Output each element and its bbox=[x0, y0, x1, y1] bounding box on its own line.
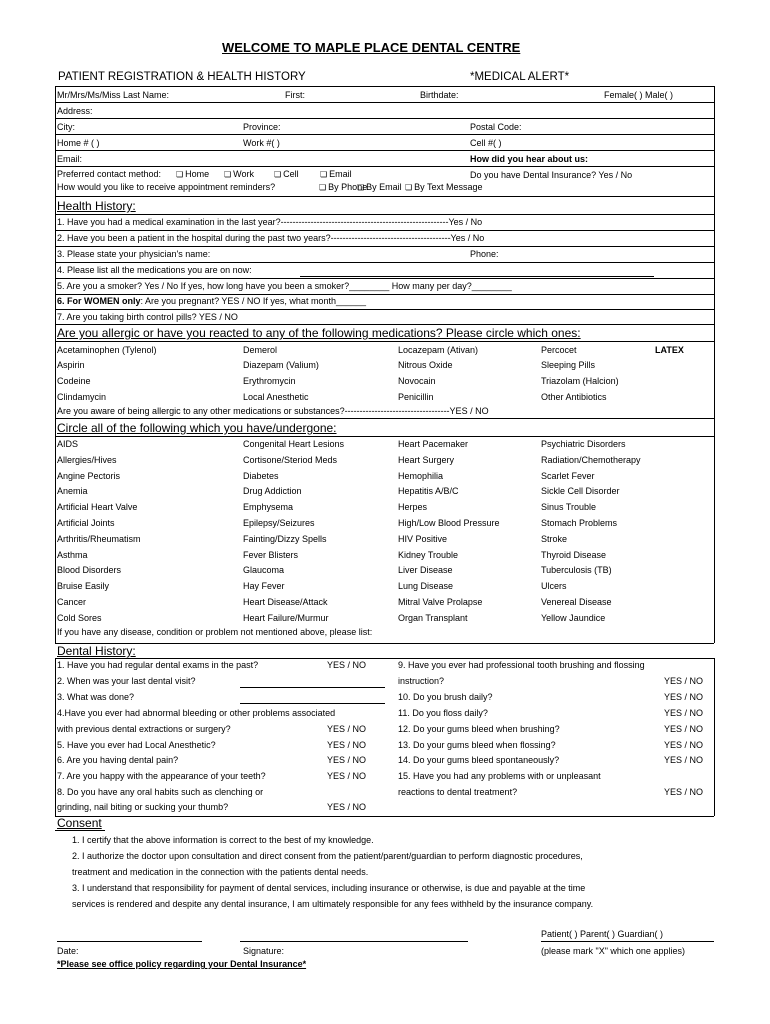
dental-q12[interactable]: 12. Do your gums bleed when brushing? bbox=[398, 724, 560, 734]
remind-email-checkbox[interactable]: ❏ By Email bbox=[357, 183, 402, 192]
health-q2[interactable]: 2. Have you been a patient in the hospital during the past two years?----------------------------------------Yes / No bbox=[57, 233, 485, 243]
dental-history-heading: Dental History: bbox=[57, 644, 136, 658]
allergy-item[interactable]: Penicillin bbox=[398, 392, 434, 402]
condition-item[interactable]: Yellow Jaundice bbox=[541, 613, 606, 623]
consent-item: services is rendered and despite any dental insurance, I am ultimately responsible for any fees withheld by the insurance company. bbox=[72, 899, 594, 909]
dental-q1[interactable]: 1. Have you had regular dental exams in the past? bbox=[57, 660, 259, 670]
health-q6-text: : Are you pregnant? YES / NO If yes, what month______ bbox=[140, 296, 366, 306]
health-q3[interactable]: 3. Please state your physician's name: bbox=[57, 249, 211, 259]
dental-q9[interactable]: 9. Have you ever had professional tooth brushing and flossing bbox=[398, 660, 645, 670]
yes-no-option[interactable]: YES / NO bbox=[664, 692, 704, 702]
email-field[interactable]: Email: bbox=[57, 154, 83, 164]
dental-q15[interactable]: 15. Have you had any problems with or unpleasant bbox=[398, 771, 601, 781]
dental-q8-cont[interactable]: grinding, nail biting or sucking your thumb? bbox=[57, 802, 229, 812]
health-history-heading: Health History: bbox=[57, 199, 136, 213]
condition-item[interactable]: Heart Surgery bbox=[398, 455, 455, 465]
condition-item[interactable]: Lung Disease bbox=[398, 581, 454, 591]
city-field[interactable]: City: bbox=[57, 122, 75, 132]
allergy-latex[interactable]: LATEX bbox=[655, 345, 684, 355]
health-q5[interactable]: 5. Are you a smoker? Yes / No If yes, how long have you been a smoker?________ How many per day?________ bbox=[57, 281, 512, 291]
condition-item[interactable]: Hay Fever bbox=[243, 581, 285, 591]
condition-item[interactable]: Liver Disease bbox=[398, 565, 453, 575]
allergy-item[interactable]: Diazepam (Valium) bbox=[243, 360, 319, 370]
condition-item[interactable]: Kidney Trouble bbox=[398, 550, 459, 560]
allergy-item[interactable]: Erythromycin bbox=[243, 376, 296, 386]
condition-item[interactable]: Stomach Problems bbox=[541, 518, 618, 528]
dental-q4-cont[interactable]: with previous dental extractions or surgery? bbox=[57, 724, 231, 734]
condition-item[interactable]: Artificial Heart Valve bbox=[57, 502, 138, 512]
condition-item[interactable]: Bruise Easily bbox=[57, 581, 110, 591]
dental-q2[interactable]: 2. When was your last dental visit? bbox=[57, 676, 196, 686]
condition-item[interactable]: Artificial Joints bbox=[57, 518, 115, 528]
allergy-item[interactable]: Clindamycin bbox=[57, 392, 107, 402]
condition-item[interactable]: Ulcers bbox=[541, 581, 567, 591]
page-title: WELCOME TO MAPLE PLACE DENTAL CENTRE bbox=[222, 40, 521, 55]
yes-no-option[interactable]: YES / NO bbox=[327, 724, 367, 734]
allergy-item[interactable]: Aspirin bbox=[57, 360, 85, 370]
allergy-heading: Are you allergic or have you reacted to any of the following medications? Please circle which ones: bbox=[57, 326, 581, 340]
first-name-field[interactable]: First: bbox=[285, 90, 305, 100]
cell-phone-field[interactable]: Cell #( ) bbox=[470, 138, 502, 148]
condition-item[interactable]: Diabetes bbox=[243, 471, 279, 481]
yes-no-option[interactable]: YES / NO bbox=[664, 708, 704, 718]
condition-item[interactable]: Glaucoma bbox=[243, 565, 285, 575]
contact-method-label: Preferred contact method: bbox=[57, 169, 162, 179]
consent-heading: Consent bbox=[57, 816, 102, 830]
condition-item[interactable]: Fainting/Dizzy Spells bbox=[243, 534, 327, 544]
gender-field[interactable]: Female( ) Male( ) bbox=[604, 90, 674, 100]
dental-q8[interactable]: 8. Do you have any oral habits such as clenching or bbox=[57, 787, 264, 797]
allergy-item[interactable]: Acetaminophen (Tylenol) bbox=[57, 345, 157, 355]
reminder-label: How would you like to receive appointment reminders? bbox=[57, 182, 276, 192]
health-q4[interactable]: 4. Please list all the medications you are on now: bbox=[57, 265, 252, 275]
health-q6[interactable] bbox=[57, 297, 366, 306]
condition-item[interactable]: Hepatitis A/B/C bbox=[398, 486, 459, 496]
condition-item[interactable]: AIDS bbox=[57, 439, 79, 449]
condition-item[interactable]: Heart Pacemaker bbox=[398, 439, 469, 449]
dental-q7[interactable]: 7. Are you happy with the appearance of your teeth? bbox=[57, 771, 266, 781]
condition-item[interactable]: Arthritis/Rheumatism bbox=[57, 534, 141, 544]
yes-no-option[interactable]: YES / NO bbox=[664, 787, 704, 797]
mark-instruction: (please mark "X" which one applies) bbox=[541, 946, 685, 956]
allergy-other[interactable]: Are you aware of being allergic to any other medications or substances?-----------------------------------YES / NO bbox=[57, 406, 489, 416]
yes-no-option[interactable]: YES / NO bbox=[327, 755, 367, 765]
yes-no-option[interactable]: YES / NO bbox=[664, 740, 704, 750]
condition-item[interactable]: Anemia bbox=[57, 486, 88, 496]
contact-work-checkbox[interactable]: ❏ Work bbox=[224, 170, 254, 179]
condition-item[interactable]: Herpes bbox=[398, 502, 428, 512]
condition-item[interactable]: Cancer bbox=[57, 597, 87, 607]
contact-home-checkbox[interactable]: ❏ Home bbox=[176, 170, 209, 179]
birthdate-field[interactable]: Birthdate: bbox=[420, 90, 459, 100]
dental-q6[interactable]: 6. Are you having dental pain? bbox=[57, 755, 179, 765]
province-field[interactable]: Province: bbox=[243, 122, 281, 132]
allergy-item[interactable]: Triazolam (Halcion) bbox=[541, 376, 619, 386]
health-q7[interactable]: 7. Are you taking birth control pills? YES / NO bbox=[57, 312, 238, 322]
consent-item: 2. I authorize the doctor upon consultation and direct consent from the patient/parent/guardian to perform diagnostic procedures, bbox=[72, 851, 583, 861]
dental-q4[interactable]: 4.Have you ever had abnormal bleeding or other problems associated bbox=[57, 708, 336, 718]
date-field[interactable]: Date: bbox=[57, 946, 79, 956]
remind-text-checkbox[interactable]: ❏ By Text Message bbox=[405, 183, 483, 192]
signature-field[interactable]: Signature: bbox=[243, 946, 285, 956]
work-phone-field[interactable]: Work #( ) bbox=[243, 138, 280, 148]
condition-item[interactable]: Congenital Heart Lesions bbox=[243, 439, 345, 449]
health-q6-label: 6. For WOMEN only bbox=[57, 296, 141, 306]
dental-q10[interactable]: 10. Do you brush daily? bbox=[398, 692, 493, 702]
yes-no-option[interactable]: YES / NO bbox=[327, 740, 367, 750]
insurance-policy-note: *Please see office policy regarding your Dental Insurance* bbox=[57, 959, 307, 969]
dental-q11[interactable]: 11. Do you floss daily? bbox=[398, 708, 488, 718]
condition-item[interactable]: Allergies/Hives bbox=[57, 455, 117, 465]
consent-item: 1. I certify that the above information is correct to the best of my knowledge. bbox=[72, 835, 374, 845]
yes-no-option[interactable]: YES / NO bbox=[664, 724, 704, 734]
consent-item: 3. I understand that responsibility for payment of dental services, including insurance or otherwise, is due and payable at the time bbox=[72, 883, 586, 893]
allergy-item[interactable]: Other Antibiotics bbox=[541, 392, 607, 402]
yes-no-option[interactable]: YES / NO bbox=[327, 660, 367, 670]
remind-phone-checkbox[interactable]: ❏ By Phone bbox=[319, 183, 367, 192]
condition-item[interactable]: Thyroid Disease bbox=[541, 550, 607, 560]
referral-field[interactable]: How did you hear about us: bbox=[470, 154, 589, 164]
condition-item[interactable]: Mitral Valve Prolapse bbox=[398, 597, 483, 607]
condition-item[interactable]: Tuberculosis (TB) bbox=[541, 565, 612, 575]
condition-item[interactable]: Blood Disorders bbox=[57, 565, 122, 575]
condition-item[interactable]: Emphysema bbox=[243, 502, 294, 512]
allergy-item[interactable]: Percocet bbox=[541, 345, 577, 355]
condition-item[interactable]: Angine Pectoris bbox=[57, 471, 121, 481]
condition-item[interactable]: Fever Blisters bbox=[243, 550, 299, 560]
dental-q15-cont[interactable]: reactions to dental treatment? bbox=[398, 787, 518, 797]
contact-cell-checkbox[interactable]: ❏ Cell bbox=[274, 170, 299, 179]
yes-no-option[interactable]: YES / NO bbox=[664, 676, 704, 686]
condition-item[interactable]: Stroke bbox=[541, 534, 568, 544]
condition-item[interactable]: Organ Transplant bbox=[398, 613, 468, 623]
form-subtitle: PATIENT REGISTRATION & HEALTH HISTORY bbox=[58, 71, 306, 83]
allergy-item[interactable]: Locazepam (Ativan) bbox=[398, 345, 479, 355]
signer-role[interactable]: Patient( ) Parent( ) Guardian( ) bbox=[541, 929, 664, 939]
condition-item[interactable]: Heart Failure/Murmur bbox=[243, 613, 329, 623]
condition-item[interactable]: Sinus Trouble bbox=[541, 502, 597, 512]
allergy-item[interactable]: Sleeping Pills bbox=[541, 360, 596, 370]
allergy-item[interactable]: Novocain bbox=[398, 376, 436, 386]
postal-code-field[interactable]: Postal Code: bbox=[470, 122, 522, 132]
allergy-item[interactable]: Nitrous Oxide bbox=[398, 360, 453, 370]
conditions-heading: Circle all of the following which you have/undergone: bbox=[57, 421, 337, 435]
home-phone-field[interactable]: Home # ( ) bbox=[57, 138, 100, 148]
condition-item[interactable]: Scarlet Fever bbox=[541, 471, 595, 481]
contact-email-checkbox[interactable]: ❏ Email bbox=[320, 170, 352, 179]
condition-item[interactable]: Hemophilia bbox=[398, 471, 444, 481]
condition-item[interactable]: High/Low Blood Pressure bbox=[398, 518, 500, 528]
allergy-item[interactable]: Local Anesthetic bbox=[243, 392, 309, 402]
yes-no-option[interactable]: YES / NO bbox=[327, 802, 367, 812]
dental-q5[interactable]: 5. Have you ever had Local Anesthetic? bbox=[57, 740, 216, 750]
condition-item[interactable]: Psychiatric Disorders bbox=[541, 439, 626, 449]
dental-q3[interactable]: 3. What was done? bbox=[57, 692, 135, 702]
condition-item[interactable]: Sickle Cell Disorder bbox=[541, 486, 620, 496]
insurance-question[interactable]: Do you have Dental Insurance? Yes / No bbox=[470, 170, 633, 180]
condition-item[interactable]: HIV Positive bbox=[398, 534, 448, 544]
conditions-other[interactable]: If you have any disease, condition or problem not mentioned above, please list: bbox=[57, 627, 373, 637]
medical-alert: *MEDICAL ALERT* bbox=[470, 71, 570, 83]
condition-item[interactable]: Heart Disease/Attack bbox=[243, 597, 328, 607]
allergy-item[interactable]: Codeine bbox=[57, 376, 91, 386]
consent-item: treatment and medication in the connection with the patients dental needs. bbox=[72, 867, 369, 877]
condition-item[interactable]: Asthma bbox=[57, 550, 88, 560]
health-q1[interactable]: 1. Have you had a medical examination in the last year?--------------------------------------------------------Yes / No bbox=[57, 217, 483, 227]
dental-q13[interactable]: 13. Do your gums bleed when flossing? bbox=[398, 740, 556, 750]
last-name-field[interactable]: Mr/Mrs/Ms/Miss Last Name: bbox=[57, 90, 170, 100]
condition-item[interactable]: Epilepsy/Seizures bbox=[243, 518, 315, 528]
condition-item[interactable]: Radiation/Chemotherapy bbox=[541, 455, 641, 465]
address-field[interactable]: Address: bbox=[57, 106, 93, 116]
yes-no-option[interactable]: YES / NO bbox=[327, 771, 367, 781]
condition-item[interactable]: Cold Sores bbox=[57, 613, 102, 623]
physician-phone[interactable]: Phone: bbox=[470, 249, 499, 259]
dental-q9-cont[interactable]: instruction? bbox=[398, 676, 445, 686]
condition-item[interactable]: Drug Addiction bbox=[243, 486, 302, 496]
condition-item[interactable]: Cortisone/Steriod Meds bbox=[243, 455, 338, 465]
allergy-item[interactable]: Demerol bbox=[243, 345, 278, 355]
dental-q14[interactable]: 14. Do your gums bleed spontaneously? bbox=[398, 755, 560, 765]
yes-no-option[interactable]: YES / NO bbox=[664, 755, 704, 765]
condition-item[interactable]: Venereal Disease bbox=[541, 597, 612, 607]
